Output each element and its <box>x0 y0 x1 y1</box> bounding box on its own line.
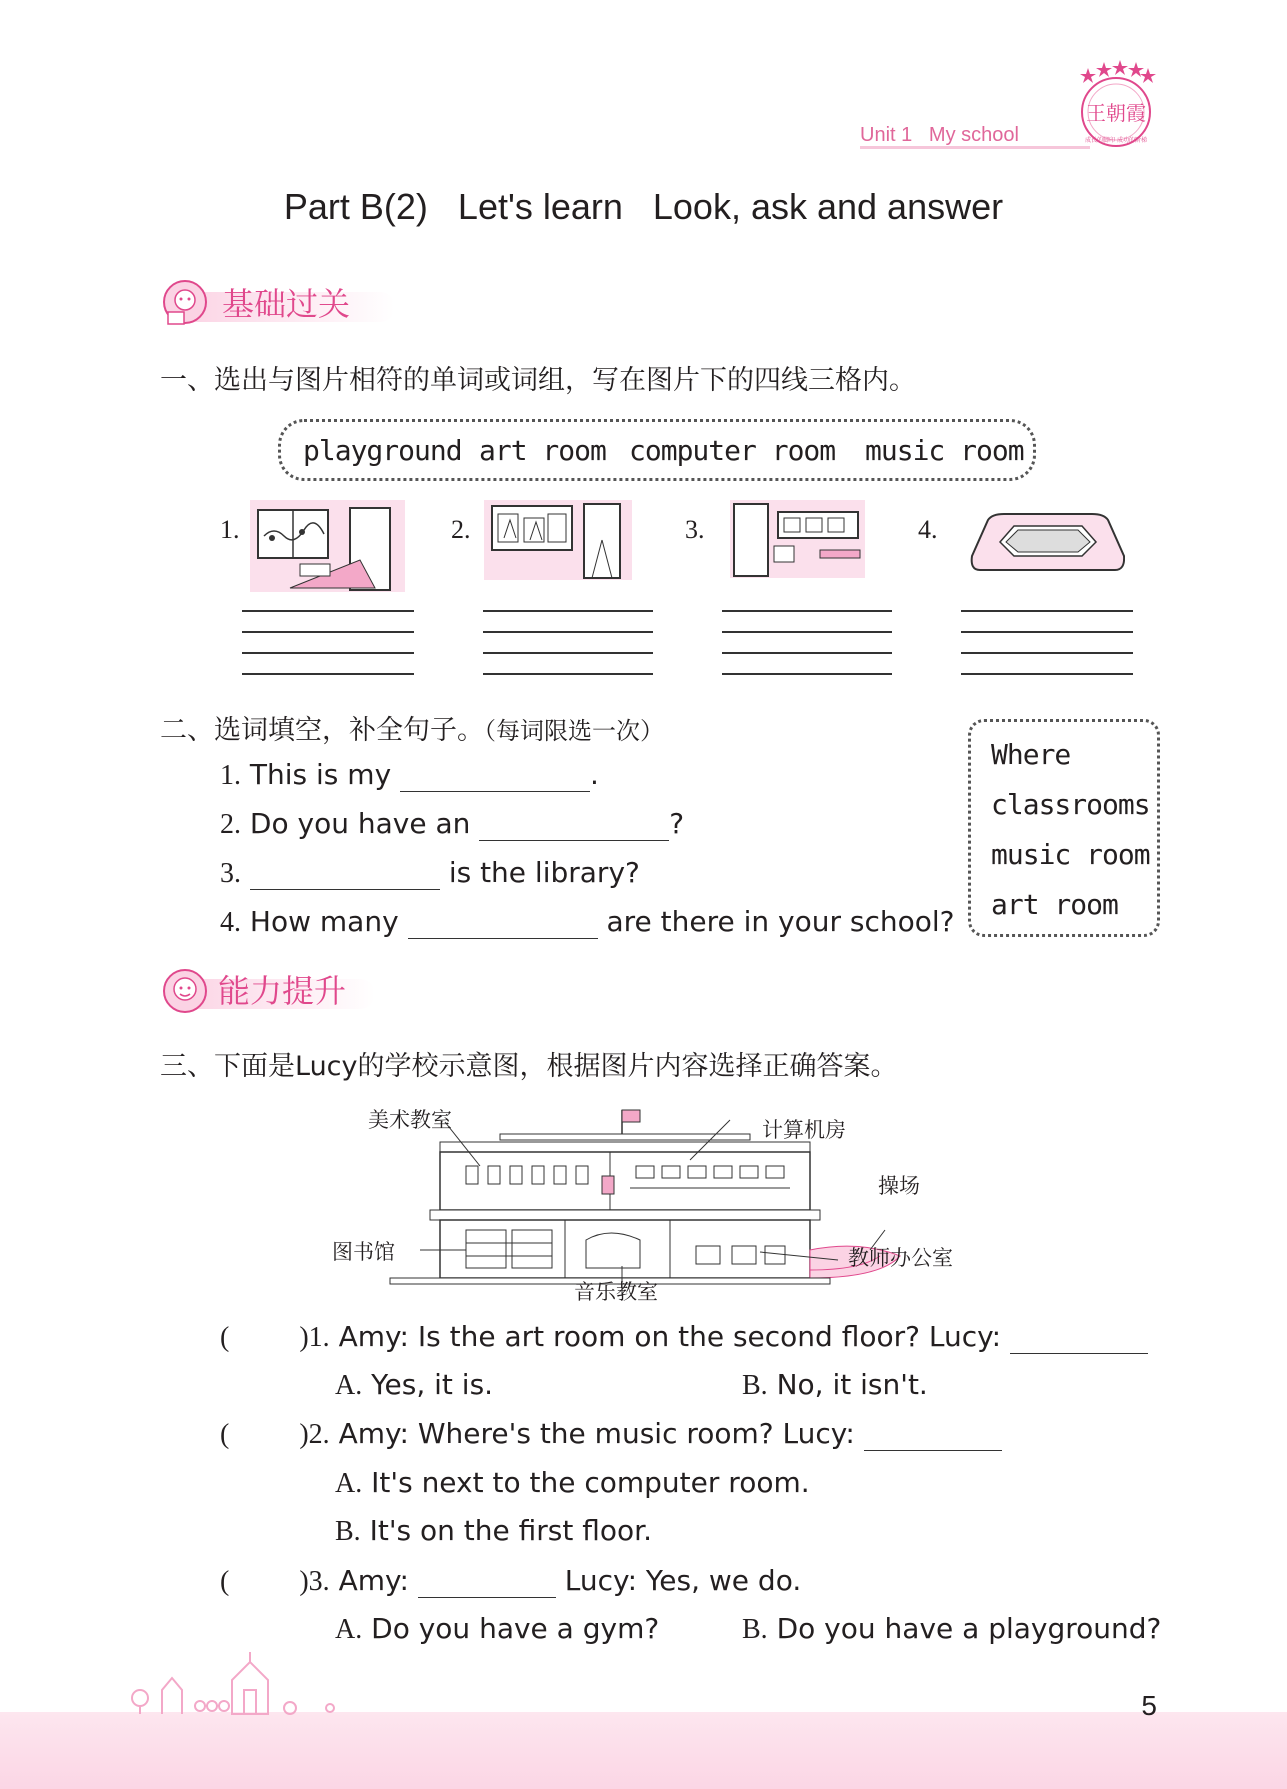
answer-blank[interactable] <box>400 758 590 792</box>
header-topic: My school <box>928 124 1019 146</box>
writing-grid[interactable] <box>242 610 414 678</box>
answer-paren-open[interactable]: ( <box>220 1322 230 1353</box>
option-letter: B. <box>742 1370 768 1401</box>
question-number: )2. <box>299 1419 330 1450</box>
word-option: classrooms <box>991 788 1150 821</box>
writing-grid[interactable] <box>483 610 653 678</box>
picture-music-room <box>250 500 405 592</box>
section-badge-advanced <box>160 965 380 1017</box>
page-number: 5 <box>1141 1690 1157 1721</box>
question-number: )3. <box>299 1566 330 1597</box>
answer-blank[interactable] <box>1010 1320 1148 1354</box>
mc-question <box>220 1320 1148 1354</box>
writing-grid[interactable] <box>722 610 892 678</box>
answer-paren-open[interactable]: ( <box>220 1419 230 1450</box>
picture-art-room <box>484 500 632 580</box>
page-title: Part B(2) Let's learn Look, ask and answer <box>283 186 1004 227</box>
option-text: Do you have a gym? <box>371 1612 660 1645</box>
word-bank-item: computer room <box>629 434 836 467</box>
q1-item-number: 3. <box>685 515 705 544</box>
q2-item-after: are there in your school? <box>606 905 955 938</box>
map-label-library: 图书馆 <box>332 1240 395 1264</box>
art-room-icon <box>484 500 632 580</box>
seal-icon <box>1072 60 1156 152</box>
word-bank-item: art room <box>479 434 606 467</box>
q1-word-bank <box>278 419 1036 481</box>
option-text: No, it isn't. <box>776 1368 928 1401</box>
student-mascot-icon <box>160 278 210 330</box>
q1-item-number: 4. <box>918 515 938 544</box>
question-text-after: Lucy: Yes, we do. <box>564 1564 802 1597</box>
map-label-art-room: 美术教室 <box>368 1108 452 1132</box>
q1-item-number: 2. <box>451 515 471 544</box>
option-letter: A. <box>335 1370 363 1401</box>
question-text-before: Amy: <box>338 1564 409 1597</box>
answer-blank[interactable] <box>479 807 669 841</box>
answer-blank[interactable] <box>250 856 440 890</box>
q3-instruction: 三、下面是Lucy的学校示意图，根据图片内容选择正确答案。 <box>160 1051 898 1082</box>
q2-item <box>220 807 684 841</box>
mc-option[interactable] <box>742 1368 928 1402</box>
header-unit: Unit 1 <box>860 124 913 146</box>
option-letter: A. <box>335 1468 363 1499</box>
seal-motto: 成长的脚印 成功的阶梯 <box>1085 137 1147 144</box>
q2-item-before: How many <box>249 905 399 938</box>
q2-item-after: . <box>590 758 599 791</box>
word-option: Where <box>991 738 1071 771</box>
seal-name: 王朝霞 <box>1086 101 1146 125</box>
q2-instruction-text: 二、选词填空，补全句子。 <box>160 715 484 746</box>
word-option: art room <box>991 888 1118 921</box>
q1-item-number: 1. <box>220 515 240 544</box>
option-letter: A. <box>335 1614 363 1645</box>
option-text: It's on the first floor. <box>369 1514 652 1547</box>
q2-item-number: 1. <box>220 760 241 791</box>
answer-blank[interactable] <box>408 905 598 939</box>
question-number: )1. <box>299 1322 330 1353</box>
section-title-advanced: 能力提升 <box>218 972 347 1010</box>
picture-computer-room <box>730 500 865 578</box>
map-label-teachers-office: 教师办公室 <box>848 1246 953 1270</box>
mc-option[interactable] <box>742 1612 1161 1646</box>
map-label-music-room: 音乐教室 <box>574 1280 658 1304</box>
music-room-icon <box>250 500 405 592</box>
q2-item-before: This is my <box>249 758 392 791</box>
option-text: Yes, it is. <box>371 1368 494 1401</box>
footer-decoration <box>120 1650 380 1716</box>
q2-instruction <box>160 708 664 747</box>
question-text: Amy: Is the art room on the second floor? Lucy: <box>338 1320 1002 1353</box>
mc-option[interactable] <box>335 1368 493 1402</box>
map-label-playground: 操场 <box>878 1174 920 1198</box>
section-badge-basic <box>160 278 400 330</box>
answer-blank[interactable] <box>418 1564 556 1598</box>
writing-grid[interactable] <box>961 610 1133 678</box>
brand-seal-logo <box>1072 60 1156 152</box>
answer-blank[interactable] <box>864 1417 1002 1451</box>
word-bank-item: playground <box>303 434 462 467</box>
section-title-basic: 基础过关 <box>222 285 351 323</box>
q2-item-number: 4. <box>220 907 241 938</box>
option-text: Do you have a playground? <box>776 1612 1162 1645</box>
student-mascot-icon <box>160 965 210 1017</box>
school-map <box>332 1100 980 1304</box>
option-text: It's next to the computer room. <box>371 1466 810 1499</box>
word-bank-item: music room <box>865 434 1024 467</box>
q2-item <box>220 856 640 890</box>
q2-item-after: is the library? <box>448 856 640 889</box>
header-rule <box>860 146 1090 149</box>
picture-playground <box>970 512 1125 574</box>
q2-note: （每词限选一次） <box>484 717 664 745</box>
q2-item-number: 3. <box>220 858 241 889</box>
q2-item <box>220 758 599 792</box>
option-letter: B. <box>742 1614 768 1645</box>
computer-room-icon <box>730 500 865 578</box>
q2-item <box>220 905 955 939</box>
q1-instruction: 一、选出与图片相符的单词或词组，写在图片下的四线三格内。 <box>160 365 916 396</box>
mc-question <box>220 1417 1002 1451</box>
map-label-computer-room: 计算机房 <box>762 1118 846 1142</box>
castle-icon <box>120 1650 380 1716</box>
question-text: Amy: Where's the music room? Lucy: <box>338 1417 855 1450</box>
q2-word-options <box>968 719 1160 937</box>
option-letter: B. <box>335 1516 361 1547</box>
q2-item-before: Do you have an <box>249 807 471 840</box>
playground-icon <box>970 512 1125 574</box>
answer-paren-open[interactable]: ( <box>220 1566 230 1597</box>
header-unit-topic <box>860 124 1019 147</box>
q2-item-after: ? <box>669 807 685 840</box>
q2-item-number: 2. <box>220 809 241 840</box>
mc-option[interactable] <box>335 1514 652 1548</box>
mc-option[interactable] <box>335 1612 659 1646</box>
mc-question <box>220 1564 801 1598</box>
footer-band <box>0 1712 1287 1789</box>
word-option: music room <box>991 838 1150 871</box>
mc-option[interactable] <box>335 1466 810 1500</box>
